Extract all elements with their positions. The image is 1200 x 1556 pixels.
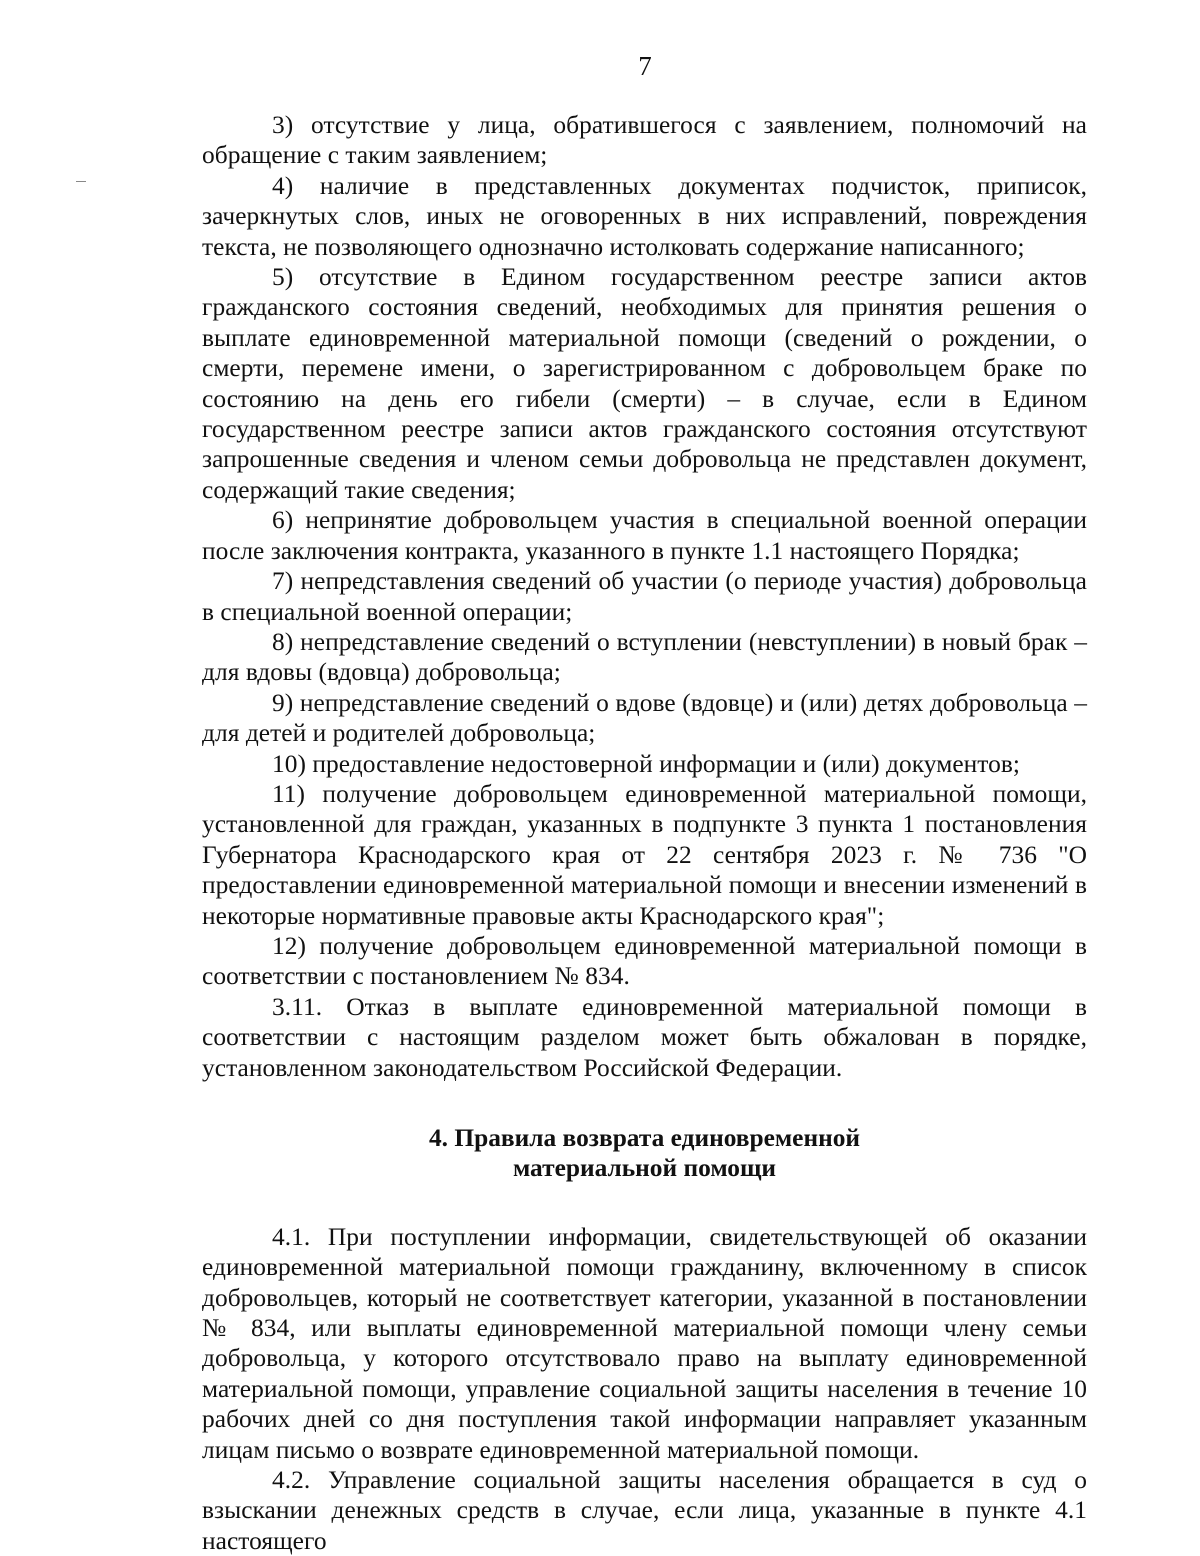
paragraph-item-3: 3) отсутствие у лица, обратившегося с заявлением, полномочий на обращение с таким заявлением; xyxy=(202,111,1087,170)
section-heading-line-1: 4. Правила возврата единовременной xyxy=(428,1124,861,1152)
section-heading xyxy=(202,1123,1087,1184)
paragraph-clause-4-2: 4.2. Управление социальной защиты населения обращается в суд о взыскании денежных средств в случае, если лица, указанные в пункте 4.1 настоящего xyxy=(202,1466,1087,1555)
page-number: 7 xyxy=(638,51,652,81)
scan-artifact xyxy=(76,181,86,182)
document-body xyxy=(202,110,1087,1556)
paragraph-item-10: 10) предоставление недостоверной информации и (или) документов; xyxy=(272,749,1020,778)
paragraph-item-9: 9) непредставление сведений о вдове (вдовце) и (или) детях добровольца – для детей и родителей добровольца; xyxy=(202,688,1087,748)
paragraph-item-8: 8) непредставление сведений о вступлении (невступлении) в новый брак – для вдовы (вдовца) добровольца; xyxy=(202,627,1087,687)
paragraph-clause-3-11: 3.11. Отказ в выплате единовременной материальной помощи в соответствии с настоящим разделом может быть обжалован в порядке, установленном законодательством Российской Федерации. xyxy=(202,992,1087,1082)
section-heading-line-2: материальной помощи xyxy=(512,1154,777,1183)
paragraph-item-12: 12) получение добровольцем единовременной материальной помощи в соответствии с постановлением № 834. xyxy=(202,931,1087,991)
paragraph-item-6: 6) непринятие добровольцем участия в специальной военной операции после заключения контракта, указанного в пункте 1.1 настоящего Порядка; xyxy=(202,506,1087,565)
paragraph-item-5: 5) отсутствие в Едином государственном реестре записи актов гражданского состояния сведений, необходимых для принятия решения о выплате единовременной материальной помощи (сведений о рождении, о смерти, перемене имени, о зарегистрированном с добровольцем браке по состоянию на день его гибели (смерти) – в случае, если в Едином государственном реестре записи актов гражданского состояния отсутствуют запрошенные сведения и членом семьи добровольца не представлен документ, содержащий такие сведения; xyxy=(202,263,1087,504)
paragraph-item-11: 11) получение добровольцем единовременной материальной помощи, установленной для граждан, указанных в подпункте 3 пункта 1 постановления Губернатора Краснодарского края от 22 сентября 2023 г. № 736 "О предоставлении единовременной материальной помощи и внесении изменений в некоторые нормативные правовые акты Краснодарского края"; xyxy=(202,779,1087,930)
paragraph-item-4: 4) наличие в представленных документах подчисток, приписок, зачеркнутых слов, иных не оговоренных в них исправлений, повреждения текста, не позволяющего однозначно истолковать содержание написанного; xyxy=(202,171,1087,261)
paragraph-clause-4-1: 4.1. При поступлении информации, свидетельствующей об оказании единовременной материальной помощи гражданину, включенному в список добровольцев, который не соответствует категории, указанной в постановлении № 834, или выплаты единовременной материальной помощи члену семьи добровольца, у которого отсутствовало право на выплату единовременной материальной помощи, управление социальной защиты населения в течение 10 рабочих дней со дня поступления такой информации направляет указанным лицам письмо о возврате единовременной материальной помощи. xyxy=(202,1222,1087,1464)
paragraph-item-7: 7) непредставления сведений об участии (о периоде участия) добровольца в специальной военной операции; xyxy=(202,567,1087,626)
